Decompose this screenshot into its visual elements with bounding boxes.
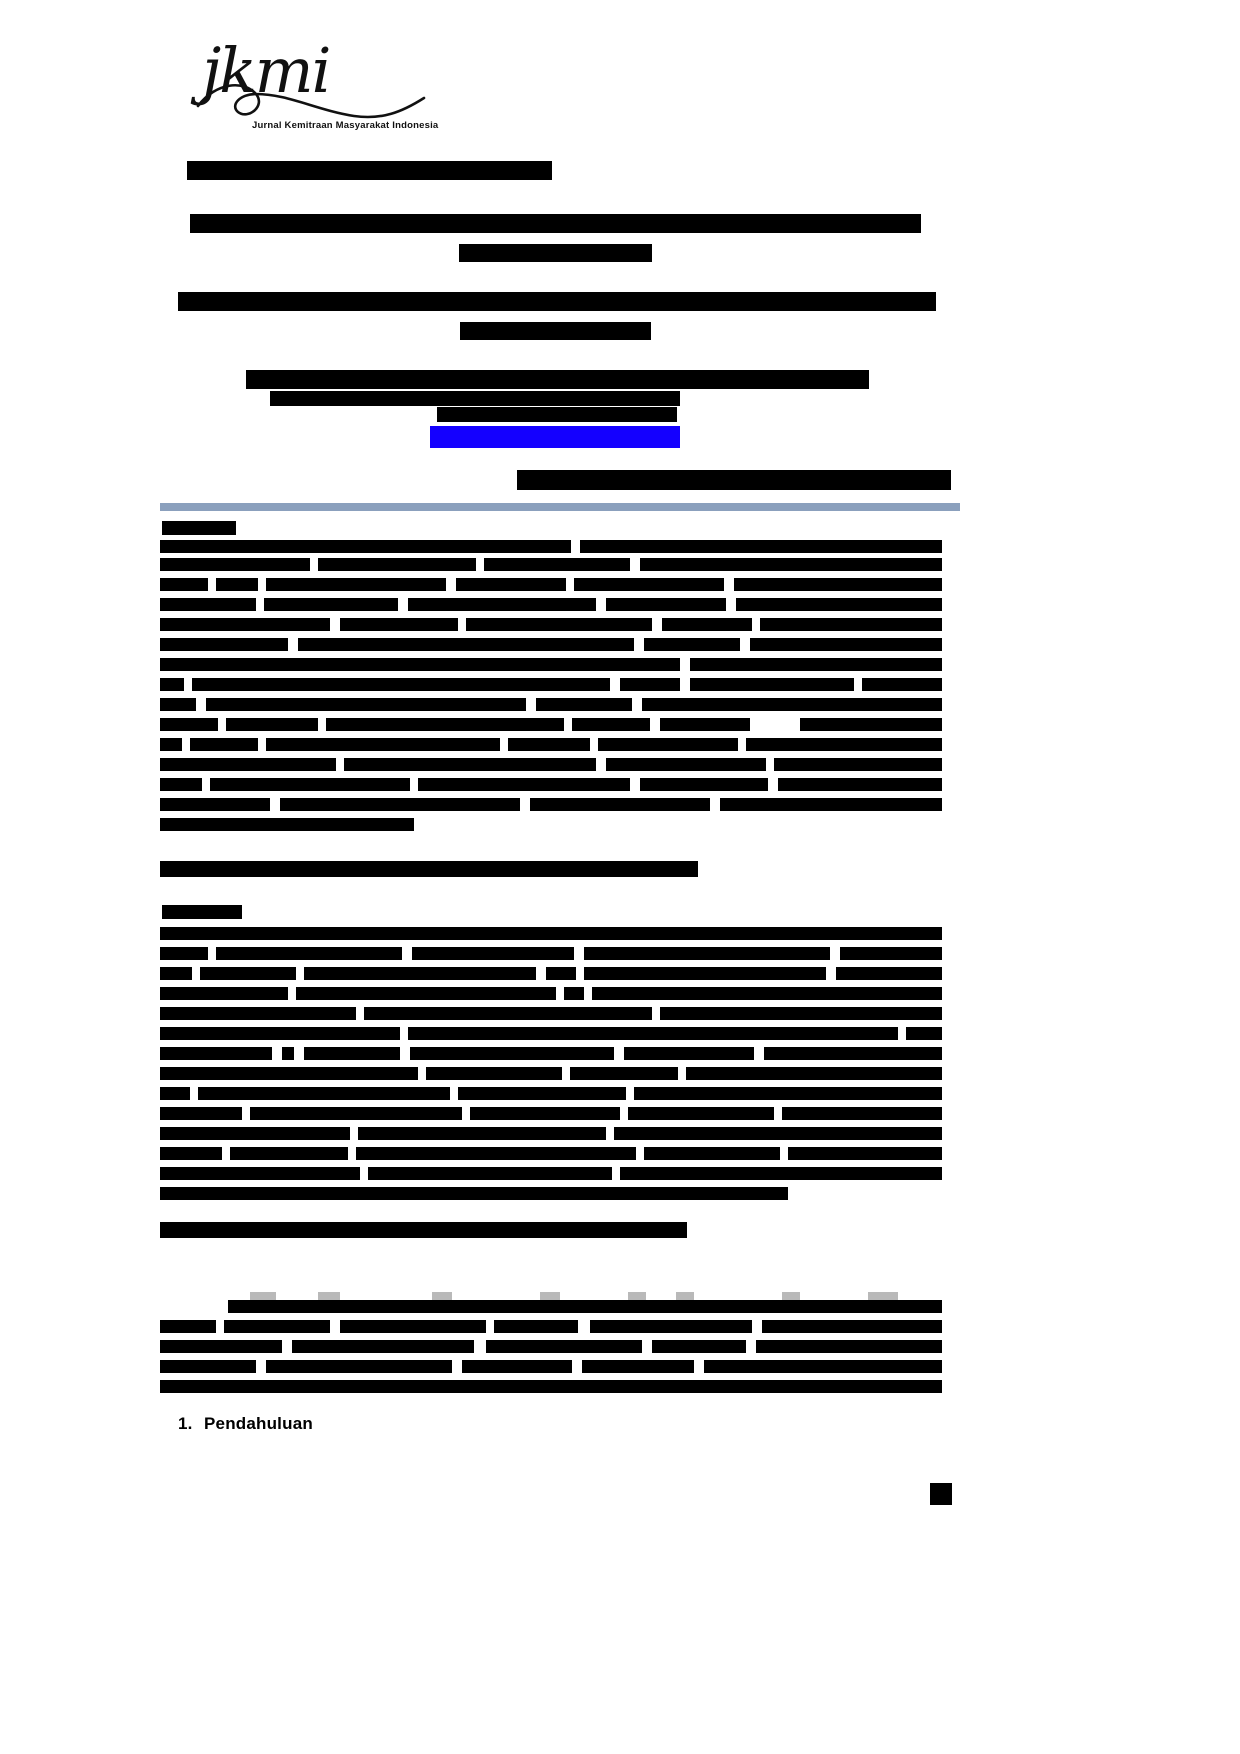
redacted-text-line — [634, 1087, 942, 1100]
redacted-text-line — [546, 967, 576, 980]
redacted-text-line — [160, 698, 196, 711]
section-heading-pendahuluan — [178, 1414, 313, 1434]
redacted-text-line — [590, 1320, 752, 1333]
redacted-text-line — [704, 1360, 942, 1373]
redacted-text-line — [210, 778, 410, 791]
redacted-text-line — [160, 1047, 272, 1060]
redacted-text-line — [160, 638, 288, 651]
redacted-text-line — [160, 658, 680, 671]
redacted-text-line — [160, 1107, 242, 1120]
redacted-text-line — [580, 540, 942, 553]
redacted-text-line — [160, 1007, 356, 1020]
redacted-text-line — [160, 1067, 418, 1080]
redacted-text-fragment — [318, 1292, 340, 1300]
redacted-text-line — [426, 1067, 562, 1080]
redacted-text-line — [160, 758, 336, 771]
redacted-text-line — [280, 798, 520, 811]
redacted-text-line — [198, 1087, 450, 1100]
redacted-text-line — [160, 1380, 942, 1393]
redacted-text-line — [906, 1027, 942, 1040]
redacted-text-line — [686, 1067, 942, 1080]
redacted-text-line — [462, 1360, 572, 1373]
redacted-text-line — [662, 618, 752, 631]
redacted-text-line — [720, 798, 942, 811]
redacted-text-line — [368, 1167, 612, 1180]
redacted-text-line — [298, 638, 634, 651]
redacted-text-line — [660, 1007, 942, 1020]
journal-subtitle: Jurnal Kemitraan Masyarakat Indonesia — [252, 120, 439, 131]
redacted-text-line — [614, 1127, 942, 1140]
redacted-text-line — [862, 678, 942, 691]
redacted-text-line — [762, 1320, 942, 1333]
redacted-text-line — [192, 678, 610, 691]
redacted-text-line — [160, 798, 270, 811]
redacted-text-line — [456, 578, 566, 591]
redacted-text-line — [266, 738, 500, 751]
redacted-text-line — [160, 1167, 360, 1180]
redacted-text-line — [340, 618, 458, 631]
redacted-text-line — [292, 1340, 474, 1353]
redacted-abstract-label-en — [162, 521, 236, 535]
redacted-text-line — [418, 778, 630, 791]
redacted-text-line — [230, 1147, 348, 1160]
redacted-text-fragment — [676, 1292, 694, 1300]
redacted-affiliation-line-3 — [270, 391, 680, 406]
redacted-text-line — [160, 927, 942, 940]
redacted-text-line — [160, 738, 182, 751]
redacted-text-line — [836, 967, 942, 980]
redacted-text-line — [340, 1320, 486, 1333]
redacted-text-line — [160, 818, 414, 831]
redacted-text-line — [628, 1107, 774, 1120]
redacted-text-line — [640, 558, 942, 571]
redacted-text-line — [200, 967, 296, 980]
redacted-text-line — [530, 798, 710, 811]
redacted-text-line — [756, 1340, 942, 1353]
redacted-text-line — [344, 758, 596, 771]
redacted-text-line — [782, 1107, 942, 1120]
redacted-text-line — [620, 1167, 942, 1180]
redacted-text-line — [216, 578, 258, 591]
redacted-text-line — [318, 558, 476, 571]
redacted-text-line — [160, 967, 192, 980]
redacted-title-line — [187, 161, 552, 180]
redacted-text-line — [160, 947, 208, 960]
redacted-text-line — [412, 947, 574, 960]
section-heading-label: Pendahuluan — [204, 1414, 313, 1433]
redacted-text-line — [508, 738, 590, 751]
journal-logo-wordmark: jkmi — [202, 34, 330, 107]
redacted-text-line — [408, 1027, 898, 1040]
redacted-text-line — [326, 718, 564, 731]
redacted-abstract-label-id — [162, 905, 242, 919]
redacted-text-line — [304, 1047, 400, 1060]
redacted-text-line — [160, 1087, 190, 1100]
redacted-text-line — [160, 1127, 350, 1140]
header-divider — [160, 503, 960, 511]
redacted-text-line — [736, 598, 942, 611]
redacted-text-line — [564, 987, 584, 1000]
redacted-text-line — [690, 678, 854, 691]
redacted-text-line — [484, 558, 630, 571]
redacted-text-line — [644, 638, 740, 651]
redacted-text-line — [160, 558, 310, 571]
redacted-text-line — [364, 1007, 652, 1020]
redacted-text-line — [572, 718, 650, 731]
section-heading-number: 1. — [178, 1414, 193, 1433]
redacted-text-line — [160, 618, 330, 631]
redacted-text-line — [642, 698, 942, 711]
redacted-page-number — [930, 1483, 952, 1505]
redacted-text-fragment — [628, 1292, 646, 1300]
redacted-text-line — [160, 718, 218, 731]
redacted-text-line — [358, 1127, 606, 1140]
redacted-text-line — [160, 1360, 256, 1373]
redacted-text-line — [582, 1360, 694, 1373]
redacted-keywords-en — [160, 861, 698, 877]
redacted-text-line — [486, 1340, 642, 1353]
redacted-text-line — [570, 1067, 678, 1080]
redacted-text-line — [160, 678, 184, 691]
redacted-text-line — [750, 638, 942, 651]
redacted-text-line — [620, 678, 680, 691]
redacted-affiliation-line-4 — [437, 407, 677, 422]
redacted-text-line — [282, 1047, 294, 1060]
redacted-text-line — [304, 967, 536, 980]
redacted-text-line — [574, 578, 724, 591]
redacted-text-line — [160, 578, 208, 591]
redacted-text-line — [160, 1320, 216, 1333]
redacted-text-line — [592, 987, 942, 1000]
redacted-text-line — [494, 1320, 578, 1333]
redacted-text-line — [160, 1027, 400, 1040]
redacted-text-line — [190, 738, 258, 751]
redacted-text-line — [356, 1147, 636, 1160]
redacted-text-fragment — [250, 1292, 276, 1300]
redacted-text-line — [652, 1340, 746, 1353]
redacted-text-line — [746, 738, 942, 751]
redacted-text-line — [624, 1047, 754, 1060]
redacted-text-line — [584, 947, 830, 960]
redacted-text-line — [788, 1147, 942, 1160]
redacted-text-line — [606, 758, 766, 771]
redacted-text-line — [774, 758, 942, 771]
redacted-text-line — [778, 778, 942, 791]
redacted-text-line — [266, 1360, 452, 1373]
redacted-author-line-1 — [190, 214, 921, 233]
redacted-text-line — [644, 1147, 780, 1160]
corresponding-author-email-link[interactable] — [430, 426, 680, 448]
redacted-text-line — [840, 947, 942, 960]
redacted-text-fragment — [782, 1292, 800, 1300]
redacted-text-line — [264, 598, 398, 611]
redacted-text-fragment — [432, 1292, 452, 1300]
redacted-text-line — [160, 1340, 282, 1353]
redacted-affiliation-line-1 — [459, 244, 652, 262]
redacted-author-line-2 — [178, 292, 936, 311]
redacted-text-line — [216, 947, 402, 960]
redacted-text-line — [598, 738, 738, 751]
journal-logo — [196, 34, 456, 140]
redacted-article-meta — [517, 470, 951, 490]
redacted-text-line — [160, 598, 256, 611]
redacted-text-line — [800, 718, 942, 731]
redacted-text-line — [160, 778, 202, 791]
redacted-text-line — [536, 698, 632, 711]
redacted-text-line — [606, 598, 726, 611]
redacted-text-line — [470, 1107, 620, 1120]
redacted-text-line — [734, 578, 942, 591]
redacted-text-line — [224, 1320, 330, 1333]
redacted-text-fragment — [540, 1292, 560, 1300]
redacted-text-line — [466, 618, 652, 631]
redacted-text-line — [160, 1187, 788, 1200]
redacted-text-line — [266, 578, 446, 591]
redacted-text-line — [760, 618, 942, 631]
redacted-text-line — [764, 1047, 942, 1060]
redacted-text-line — [690, 658, 942, 671]
redacted-keywords-id — [160, 1222, 687, 1238]
logo-swash-icon — [196, 76, 436, 122]
redacted-affiliation-line-2 — [460, 322, 651, 340]
redacted-text-line — [160, 987, 288, 1000]
redacted-text-line — [584, 967, 826, 980]
redacted-text-line — [458, 1087, 626, 1100]
redacted-text-fragment — [868, 1292, 898, 1300]
redacted-text-line — [408, 598, 596, 611]
redacted-text-line — [160, 1147, 222, 1160]
redacted-text-line — [410, 1047, 614, 1060]
redacted-text-line — [226, 718, 318, 731]
redacted-text-line — [296, 987, 556, 1000]
redacted-text-line — [160, 540, 571, 553]
redacted-text-line — [250, 1107, 462, 1120]
redacted-text-line — [640, 778, 768, 791]
redacted-author-line-3 — [246, 370, 869, 389]
redacted-text-line — [660, 718, 750, 731]
redacted-text-line — [206, 698, 526, 711]
redacted-text-line — [228, 1300, 942, 1313]
